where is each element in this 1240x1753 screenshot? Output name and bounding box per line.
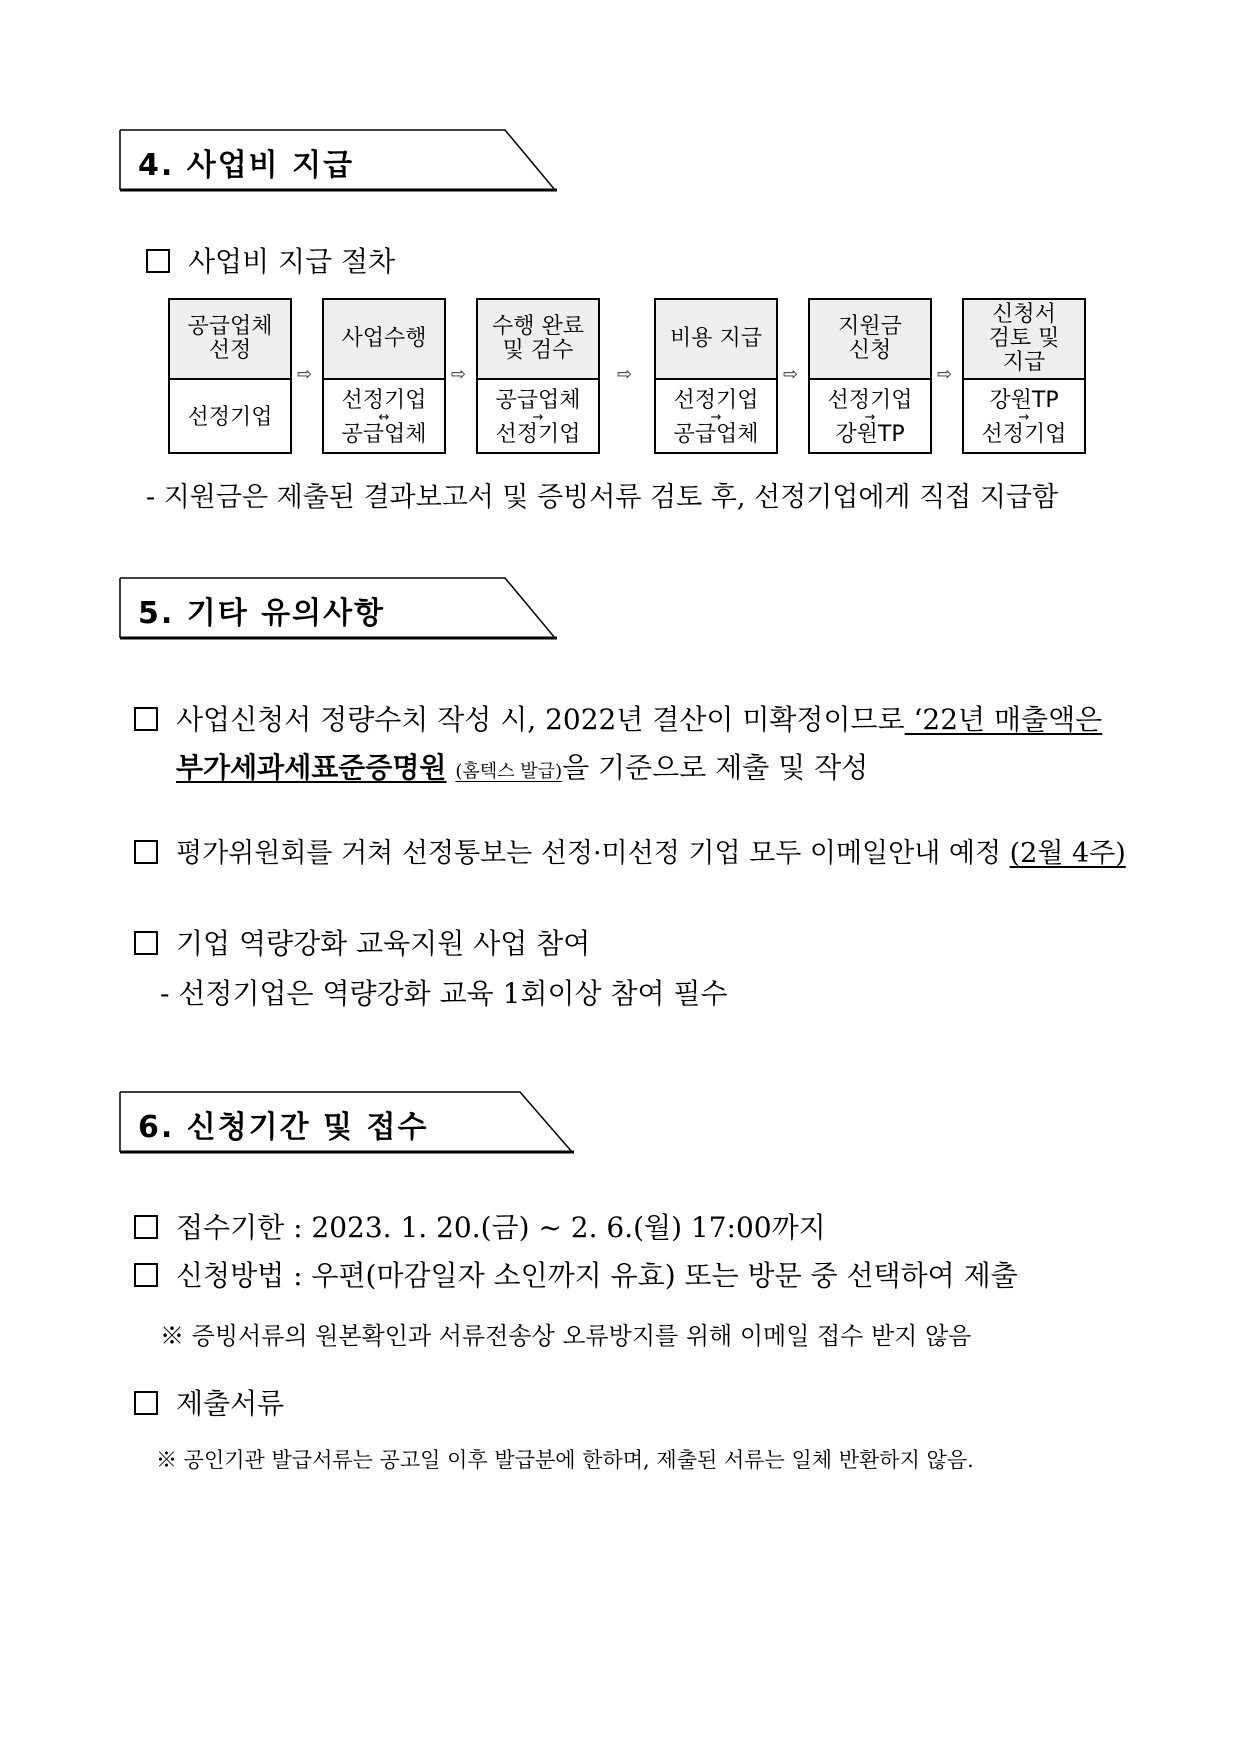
flow-direction-arrow-icon: → (1018, 410, 1030, 425)
flow-step-parties (170, 380, 290, 456)
procedure-label: 사업비 지급 절차 (146, 242, 395, 282)
flow-party: 공급업체 (673, 422, 759, 447)
flow-step (476, 298, 600, 454)
flow-party: 공급업체 (341, 422, 427, 447)
section-6-method: 신청방법 : 우편(마감일자 소인까지 유효) 또는 방문 중 선택하여 제출 (134, 1256, 1018, 1296)
flow-step-parties (810, 380, 930, 456)
flow-step-title: 사업수행 (324, 300, 444, 380)
flow-step (962, 298, 1086, 454)
checkbox-icon (134, 1263, 158, 1287)
flow-arrow-icon: ⇨ (617, 364, 633, 385)
flow-party: 선정기업 (827, 388, 913, 413)
flow-step-title: 공급업체 선정 (170, 300, 290, 380)
section-6-deadline: 접수기한 : 2023. 1. 20.(금) ~ 2. 6.(월) 17:00까지 (134, 1208, 826, 1248)
flow-step-title: 수행 완료 및 검수 (478, 300, 598, 380)
flow-direction-arrow-icon: → (532, 410, 544, 425)
section-5-item-1-line-2: 부가세과세표준증명원 (홈텍스 발급)을 기준으로 제출 및 작성 (176, 751, 869, 784)
flow-party: 강원TP (989, 388, 1059, 413)
checkbox-icon (134, 840, 158, 864)
checkbox-icon (134, 931, 158, 955)
flow-step-parties (478, 380, 598, 456)
checkbox-icon (146, 249, 170, 273)
checkbox-icon (134, 1215, 158, 1239)
section-5-item-3-sub: - 선정기업은 역량강화 교육 1회이상 참여 필수 (160, 977, 728, 1010)
section-5-item-2: 평가위원회를 거쳐 선정통보는 선정·미선정 기업 모두 이메일안내 예정 (2월 4주) (134, 834, 1126, 874)
checkbox-icon (134, 707, 158, 731)
section-6-documents-note: ※ 공인기관 발급서류는 공고일 이후 발급분에 한하며, 제출된 서류는 일체 반환하지 않음. (156, 1448, 974, 1472)
section-5-item-1-line-1: 사업신청서 정량수치 작성 시, 2022년 결산이 미확정이므로 ‘22년 매출액은 (134, 700, 1102, 740)
flow-arrow-icon: ⇨ (937, 364, 953, 385)
flow-party: 공급업체 (495, 388, 581, 413)
flow-arrow-icon: ⇨ (451, 364, 467, 385)
flow-party: 선정기업 (673, 388, 759, 413)
flow-party: 선정기업 (341, 388, 427, 413)
flow-party: 선정기업 (981, 422, 1067, 447)
section-5-title: 5. 기타 유의사항 (138, 596, 386, 631)
flow-party: 선정기업 (495, 422, 581, 447)
flow-arrow-icon: ⇨ (783, 364, 799, 385)
flow-arrow-icon: ⇨ (297, 364, 313, 385)
section-4-title: 4. 사업비 지급 (138, 148, 355, 183)
flow-step-parties (964, 380, 1084, 456)
flow-step (808, 298, 932, 454)
flow-step-title: 지원금 신청 (810, 300, 930, 380)
flow-direction-arrow-icon: → (864, 410, 876, 425)
checkbox-icon (134, 1391, 158, 1415)
section-6-method-note: ※ 증빙서류의 원본확인과 서류전송상 오류방지를 위해 이메일 접수 받지 않음 (160, 1322, 972, 1350)
section-5-header (120, 578, 560, 640)
flow-direction-arrow-icon: ↔ (378, 410, 390, 425)
section-4-header (120, 130, 560, 192)
section-6-documents: 제출서류 (134, 1384, 284, 1424)
flow-direction-arrow-icon: → (710, 410, 722, 425)
flow-step-parties (324, 380, 444, 456)
flow-step-title: 비용 지급 (656, 300, 776, 380)
section-4-note: - 지원금은 제출된 결과보고서 및 증빙서류 검토 후, 선정기업에게 직접 지급함 (146, 482, 1059, 513)
section-5-item-3: 기업 역량강화 교육지원 사업 참여 (134, 924, 590, 964)
flow-party: 강원TP (835, 422, 905, 447)
flow-step-title: 신청서 검토 및 지급 (964, 300, 1084, 380)
flow-step (322, 298, 446, 454)
flow-step-parties (656, 380, 776, 456)
flow-step (168, 298, 292, 454)
section-6-header (120, 1092, 580, 1154)
flow-step (654, 298, 778, 454)
section-6-title: 6. 신청기간 및 접수 (138, 1110, 429, 1145)
flow-party: 선정기업 (187, 405, 273, 430)
